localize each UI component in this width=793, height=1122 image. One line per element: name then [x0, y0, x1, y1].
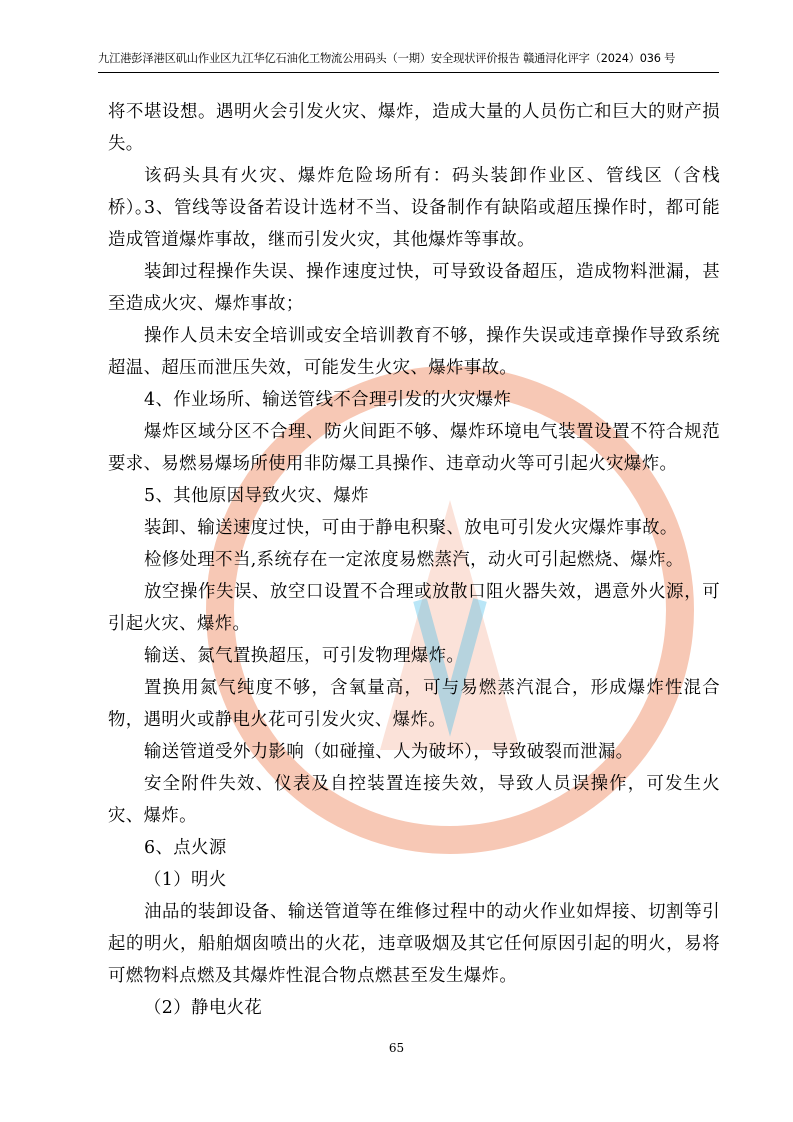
subsection-heading: （2）静电火花 [144, 998, 263, 1018]
paragraph: 该码头具有火灾、爆炸危险场所有：码头装卸作业区、管线区（含栈桥）。 [108, 166, 720, 218]
section-heading: 6、点火源 [144, 838, 227, 858]
document-header: 九江港彭泽港区矶山作业区九江华亿石油化工物流公用码头（一期）安全现状评价报告 赣通浔化评字（2024）036 号 [98, 52, 676, 65]
paragraph: 输送管道受外力影响（如碰撞、人为破坏），导致破裂而泄漏。 [144, 742, 634, 762]
section-heading: 4、作业场所、输送管线不合理引发的火灾爆炸 [144, 390, 512, 410]
paragraph: 爆炸区域分区不合理、防火间距不够、爆炸环境电气装置设置不符合规范要求、易燃易爆场所使用非防爆工具操作、违章动火等可引起火灾爆炸。 [108, 422, 720, 474]
paragraph: 输送、氮气置换超压，可引发物理爆炸。 [144, 646, 465, 666]
paragraph: 装卸、输送速度过快，可由于静电积聚、放电可引发火灾爆炸事故。 [144, 518, 678, 538]
paragraph: 置换用氮气纯度不够，含氧量高，可与易燃蒸汽混合，形成爆炸性混合物，遇明火或静电火花可引发火灾、爆炸。 [108, 678, 720, 730]
paragraph: 3、管线等设备若设计选材不当、设备制作有缺陷或超压操作时，都可能造成管道爆炸事故，继而引发火灾，其他爆炸等事故。 [108, 198, 720, 250]
paragraph: 油品的装卸设备、输送管道等在维修过程中的动火作业如焊接、切割等引起的明火，船舶烟囱喷出的火花，违章吸烟及其它任何原因引起的明火，易将可燃物料点燃及其爆炸性混合物点燃甚至发生爆炸。 [108, 902, 720, 986]
page-number: 65 [388, 1041, 405, 1055]
paragraph: 安全附件失效、仪表及自控装置连接失效，导致人员误操作，可发生火灾、爆炸。 [108, 774, 720, 826]
paragraph: 放空操作失误、放空口设置不合理或放散口阻火器失效，遇意外火源，可引起火灾、爆炸。 [108, 582, 720, 634]
paragraph: 操作人员未安全培训或安全培训教育不够，操作失误或违章操作导致系统超温、超压而泄压失效，可能发生火灾、爆炸事故。 [108, 326, 720, 378]
paragraph: 将不堪设想。遇明火会引发火灾、爆炸，造成大量的人员伤亡和巨大的财产损失。 [108, 102, 720, 154]
header-divider [98, 72, 719, 73]
paragraph: 检修处理不当,系统存在一定浓度易燃蒸汽，动火可引起燃烧、爆炸。 [144, 550, 684, 570]
subsection-heading: （1）明火 [144, 870, 227, 890]
section-heading: 5、其他原因导致火灾、爆炸 [144, 486, 369, 506]
paragraph: 装卸过程操作失误、操作速度过快，可导致设备超压，造成物料泄漏，甚至造成火灾、爆炸事故； [108, 262, 720, 314]
